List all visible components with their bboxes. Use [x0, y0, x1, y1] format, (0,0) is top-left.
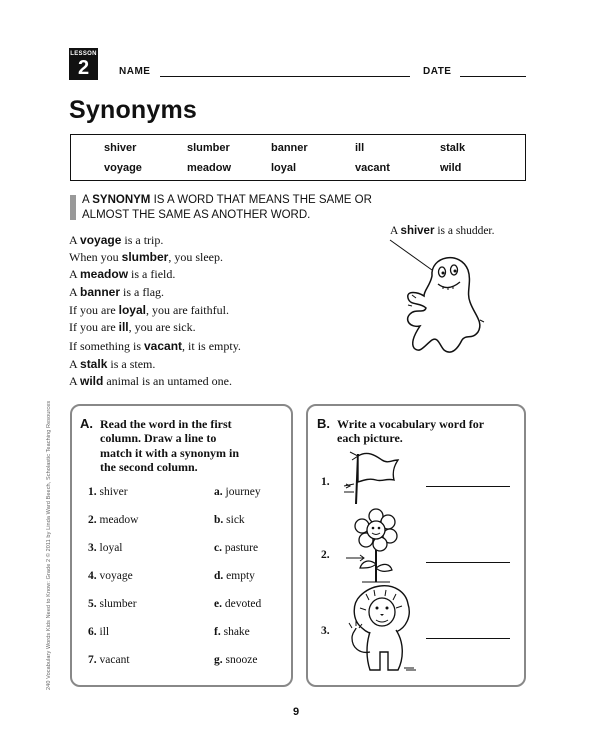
panel-a-letter: A. [80, 416, 93, 431]
match-left-item[interactable]: 6. ill [88, 626, 110, 638]
definition-prefix: A [82, 194, 93, 206]
word-bank-word: stalk [440, 142, 466, 154]
match-right-item[interactable]: b. sick [214, 514, 245, 526]
sentence: A wild animal is an untamed one. [69, 374, 232, 388]
sentence: When you slumber, you sleep. [69, 250, 223, 264]
word-bank-word: voyage [104, 162, 142, 174]
name-field[interactable] [160, 76, 410, 77]
name-label: NAME [119, 66, 151, 77]
match-left-item[interactable]: 3. loyal [88, 542, 123, 554]
page-title: Synonyms [69, 96, 198, 124]
match-right-item[interactable]: f. shake [214, 626, 250, 638]
date-label: DATE [423, 66, 452, 77]
date-field[interactable] [460, 76, 526, 77]
sentence: If something is vacant, it is empty. [69, 339, 241, 353]
picture-item-number: 2. [321, 549, 330, 561]
definition-line2: ALMOST THE SAME AS ANOTHER WORD. [82, 209, 311, 221]
panel-a-instruction-4: the second column. [100, 460, 198, 474]
match-left-item[interactable]: 7. vacant [88, 654, 130, 666]
match-left-item[interactable]: 4. voyage [88, 570, 133, 582]
ghost-caption: A shiver is a shudder. [390, 225, 495, 237]
page-number: 9 [293, 706, 300, 718]
word-bank-word: ill [355, 142, 365, 154]
lion-picture [340, 582, 422, 674]
answer-line-2[interactable] [426, 562, 510, 563]
match-right-item[interactable]: g. snooze [214, 654, 258, 666]
sentence: A voyage is a trip. [69, 233, 164, 247]
lesson-badge [69, 48, 98, 80]
answer-line-1[interactable] [426, 486, 510, 487]
sentence: A meadow is a field. [69, 267, 176, 281]
picture-item-number: 1. [321, 476, 330, 488]
definition-bar [70, 195, 76, 220]
sentence: A banner is a flag. [69, 285, 165, 299]
panel-b-instruction-1: Write a vocabulary word for [337, 417, 485, 431]
sentence: If you are ill, you are sick. [69, 320, 196, 334]
panel-a-instruction-2: column. Draw a line to [100, 431, 217, 445]
word-bank-word: wild [440, 162, 462, 174]
answer-line-3[interactable] [426, 638, 510, 639]
ghost-picture [380, 236, 500, 366]
definition-term: SYNONYM [92, 194, 151, 206]
panel-b-instruction-2: each picture. [337, 431, 403, 445]
definition [82, 193, 422, 223]
sentence: A stalk is a stem. [69, 357, 156, 371]
word-bank-word: slumber [187, 142, 230, 154]
match-left-item[interactable]: 1. shiver [88, 486, 128, 498]
panel-b-letter: B. [317, 416, 330, 431]
word-bank-word: loyal [271, 162, 297, 174]
lesson-number: 2 [77, 57, 90, 79]
definition-line1: IS A WORD THAT MEANS THE SAME OR [150, 194, 372, 206]
match-right-item[interactable]: d. empty [214, 570, 255, 582]
lesson-label: LESSON [70, 51, 97, 57]
match-right-item[interactable]: a. journey [214, 486, 261, 498]
panel-a-instruction-1: Read the word in the first [100, 417, 232, 431]
word-bank-word: vacant [355, 162, 390, 174]
sentence: If you are loyal, you are faithful. [69, 303, 229, 317]
word-bank-word: meadow [187, 162, 232, 174]
picture-item-number: 3. [321, 625, 330, 637]
match-left-item[interactable]: 2. meadow [88, 514, 139, 526]
word-bank-word: banner [271, 142, 308, 154]
word-bank-word: shiver [104, 142, 137, 154]
match-right-item[interactable]: e. devoted [214, 598, 262, 610]
match-right-item[interactable]: c. pasture [214, 542, 259, 554]
flag-picture [342, 446, 412, 506]
panel-a-instruction-3: match it with a synonym in [100, 446, 240, 460]
flower-picture [342, 508, 412, 586]
side-credit: 240 Vocabulary Words Kids Need to Know: Grade 2 © 2011 by Linda Ward Beech, Scholastic Teaching Resources [46, 400, 52, 690]
match-left-item[interactable]: 5. slumber [88, 598, 137, 610]
